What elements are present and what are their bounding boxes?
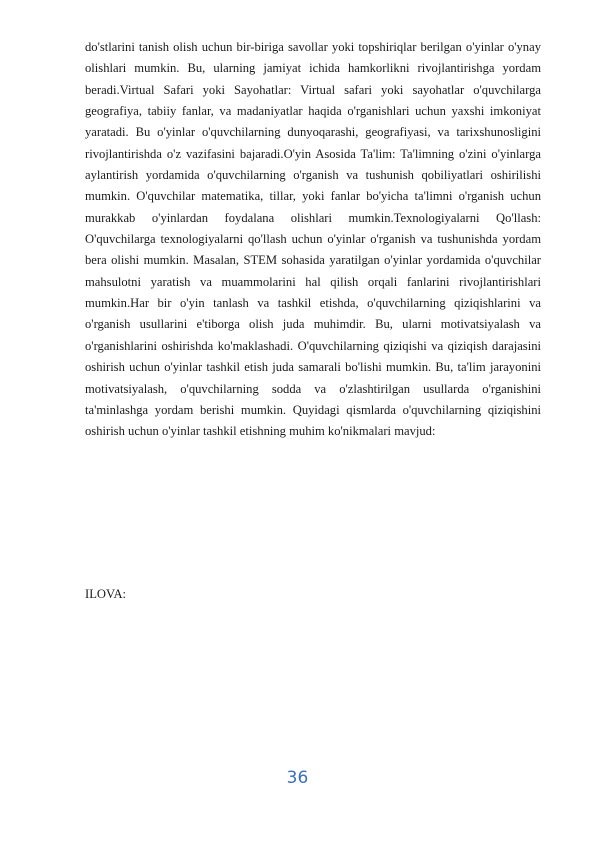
section-heading: ILOVA: (85, 587, 127, 601)
page-number: 36 (286, 768, 309, 788)
body-paragraph: do'stlarini tanish olish uchun bir-biriga savollar yoki topshiriqlar berilgan o'yinlar o'ynay olishlari mumkin. Bu, ularning jamiyat ichida hamkorlikni rivojlantirishga yordam beradi.Virtual Safari yoki Sayohatlar: Virtual safari yoki sayohatlar o'quvchilarga geografiya, tabiiy fanlar, va madaniyatlar haqida o'rganishlari uchun yaxshi imkoniyat yaratadi. Bu o'yinlar o'quvchilarning dunyoqarashi, geografiyasi, va tarixshunosligini rivojlantirishda o'z vazifasini bajaradi.O'yin Asosida Ta'lim: Ta'limning o'zini o'yinlarga aylantirish yordamida o'quvchilarning o'rganish va tushunish qobiliyatlari oshirilishi mumkin. O'quvchilar matematika, tillar, yoki fanlar bo'yicha ta'limni o'rganish uchun murakkab o'yinlardan foydalana olishlari mumkin.Texnologiyalarni Qo'llash: O'quvchilarga texnologiyalarni qo'llash uchun o'yinlar o'rganish va tushunishda yordam bera olishi mumkin. Masalan, STEM sohasida yaratilgan o'yinlar yordamida o'quvchilar mahsulotni yaratish va muammolarini hal qilish orqali fanlarini rivojlantirishlari mumkin.Har bir o'yin tanlash va tashkil etishda, o'quvchilarning qiziqishlarini va o'rganish usullarini e'tiborga olish juda muhimdir. Bu, ularni motivatsiyalash va o'rganishlarini oshirishda ko'maklashadi. O'quvchilarning qiziqishi va qiziqish darajasini oshirish uchun o'yinlar tashkil etish juda samarali bo'lishi mumkin. Bu, ta'lim jarayonini motivatsiyalash, o'quvchilarning sodda va o'zlashtirilgan usullarda o'rganishini ta'minlashga yordam berishi mumkin. Quyidagi qismlarda o'quvchilarning qiziqishini oshirish uchun o'yinlar tashkil etishning muhim ko'nikmalari mavjud: (85, 40, 541, 439)
